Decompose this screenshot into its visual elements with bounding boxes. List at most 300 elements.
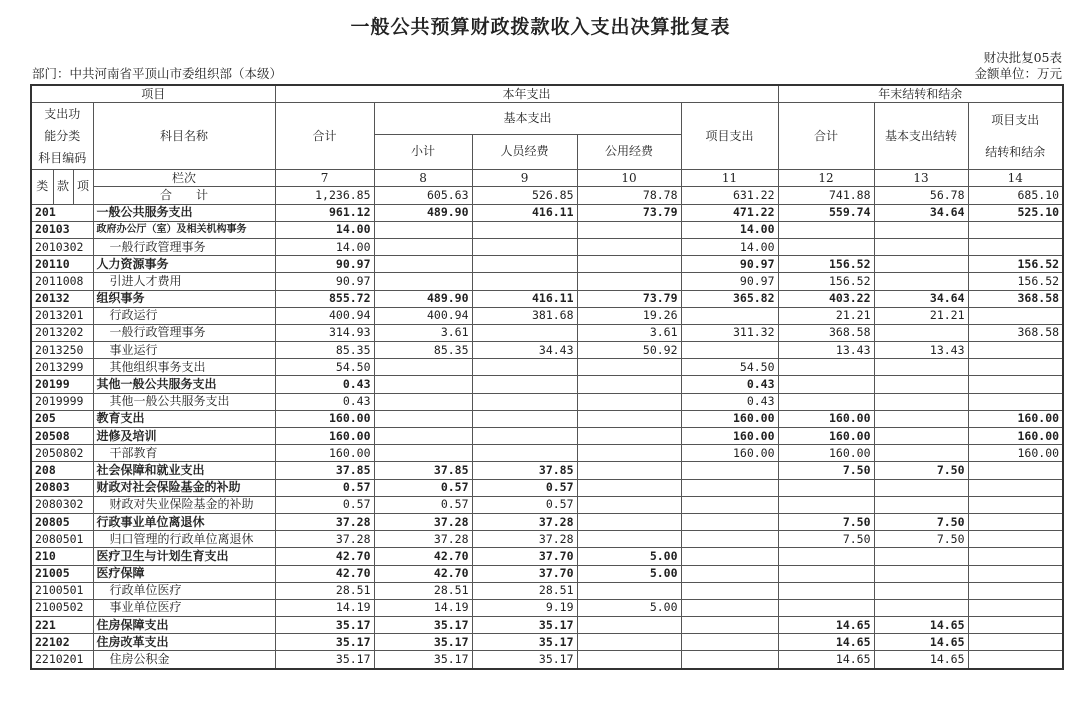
amount-cell: [472, 256, 577, 273]
amount-cell: 90.97: [681, 256, 778, 273]
amount-cell: 3.61: [374, 324, 472, 341]
sum-cell: 631.22: [681, 187, 778, 204]
subject-name: 财政对失业保险基金的补助: [93, 496, 275, 513]
amount-cell: 28.51: [472, 582, 577, 599]
subject-name: 一般行政管理事务: [93, 324, 275, 341]
amount-cell: 14.65: [778, 617, 874, 634]
subject-code: 2013201: [31, 307, 93, 324]
amount-cell: [778, 221, 874, 238]
amount-cell: 0.57: [472, 479, 577, 496]
amount-cell: 156.52: [778, 256, 874, 273]
subject-code: 2013202: [31, 324, 93, 341]
amount-cell: [577, 238, 681, 255]
amount-cell: 28.51: [374, 582, 472, 599]
amount-cell: [778, 599, 874, 616]
amount-cell: [681, 582, 778, 599]
amount-cell: [374, 221, 472, 238]
amount-cell: 7.50: [778, 513, 874, 530]
amount-cell: 37.70: [472, 548, 577, 565]
header-current-year: 本年支出: [275, 85, 778, 103]
subject-code: 2050802: [31, 445, 93, 462]
amount-cell: [778, 582, 874, 599]
header-item: 项目: [31, 85, 275, 103]
col-num-10: 10: [577, 170, 681, 187]
amount-cell: [374, 376, 472, 393]
amount-cell: [778, 359, 874, 376]
table-row: [31, 565, 1063, 582]
amount-cell: 14.65: [874, 634, 968, 651]
amount-cell: [374, 256, 472, 273]
amount-cell: [968, 359, 1063, 376]
amount-cell: [874, 238, 968, 255]
amount-cell: 160.00: [275, 428, 374, 445]
amount-cell: 9.19: [472, 599, 577, 616]
amount-cell: 160.00: [968, 410, 1063, 427]
sum-cell: 741.88: [778, 187, 874, 204]
budget-table: [30, 84, 1064, 670]
amount-cell: [577, 462, 681, 479]
amount-cell: 0.43: [681, 393, 778, 410]
subject-code: 2011008: [31, 273, 93, 290]
amount-cell: 35.17: [275, 617, 374, 634]
table-row: [31, 324, 1063, 341]
header-ye-total: 合计: [778, 103, 874, 170]
amount-cell: [874, 359, 968, 376]
amount-cell: 35.17: [374, 651, 472, 669]
amount-cell: 35.17: [374, 617, 472, 634]
subject-code: 2019999: [31, 393, 93, 410]
amount-cell: [577, 445, 681, 462]
amount-cell: 35.17: [472, 617, 577, 634]
subject-code: 20805: [31, 513, 93, 530]
table-row: [31, 428, 1063, 445]
amount-cell: 961.12: [275, 204, 374, 221]
amount-cell: [968, 238, 1063, 255]
amount-cell: [874, 273, 968, 290]
amount-cell: 5.00: [577, 599, 681, 616]
amount-cell: [577, 359, 681, 376]
amount-cell: 35.17: [374, 634, 472, 651]
amount-cell: [778, 376, 874, 393]
amount-cell: [778, 238, 874, 255]
header-year-end: 年末结转和结余: [778, 85, 1063, 103]
amount-cell: 7.50: [778, 531, 874, 548]
amount-cell: [968, 531, 1063, 548]
amount-cell: 7.50: [874, 462, 968, 479]
table-row: [31, 445, 1063, 462]
amount-cell: [874, 599, 968, 616]
table-row: [31, 359, 1063, 376]
amount-cell: [968, 307, 1063, 324]
amount-cell: [874, 376, 968, 393]
amount-cell: [681, 307, 778, 324]
subject-name: 行政事业单位离退休: [93, 513, 275, 530]
amount-cell: [968, 221, 1063, 238]
amount-cell: [577, 513, 681, 530]
amount-cell: 13.43: [778, 342, 874, 359]
subject-code: 20508: [31, 428, 93, 445]
table-row: [31, 221, 1063, 238]
amount-cell: 35.17: [472, 634, 577, 651]
col-num-7: 7: [275, 170, 374, 187]
sum-cell: 78.78: [577, 187, 681, 204]
table-row: [31, 634, 1063, 651]
amount-cell: 19.26: [577, 307, 681, 324]
amount-cell: 85.35: [275, 342, 374, 359]
amount-cell: 37.70: [472, 565, 577, 582]
amount-cell: 5.00: [577, 548, 681, 565]
amount-cell: 381.68: [472, 307, 577, 324]
amount-cell: 0.43: [275, 393, 374, 410]
amount-cell: 37.28: [472, 531, 577, 548]
amount-cell: [968, 651, 1063, 669]
header-row-2: [31, 103, 1063, 134]
amount-cell: [472, 359, 577, 376]
amount-cell: 14.19: [275, 599, 374, 616]
amount-cell: 37.28: [472, 513, 577, 530]
table-row: [31, 410, 1063, 427]
col-num-8: 8: [374, 170, 472, 187]
col-num-11: 11: [681, 170, 778, 187]
amount-cell: 0.43: [681, 376, 778, 393]
subject-code: 2013299: [31, 359, 93, 376]
amount-cell: [577, 479, 681, 496]
amount-cell: [968, 548, 1063, 565]
col-num-9: 9: [472, 170, 577, 187]
subject-name: 住房保障支出: [93, 617, 275, 634]
amount-cell: 559.74: [778, 204, 874, 221]
amount-cell: [577, 617, 681, 634]
amount-cell: 314.93: [275, 324, 374, 341]
amount-cell: 21.21: [874, 307, 968, 324]
amount-cell: 403.22: [778, 290, 874, 307]
subject-code: 20803: [31, 479, 93, 496]
subject-code: 2210201: [31, 651, 93, 669]
amount-cell: 489.90: [374, 204, 472, 221]
amount-cell: 54.50: [681, 359, 778, 376]
amount-cell: 368.58: [778, 324, 874, 341]
amount-cell: 73.79: [577, 204, 681, 221]
subject-code: 20103: [31, 221, 93, 238]
form-number: 财决批复05表: [983, 50, 1062, 65]
amount-cell: [968, 462, 1063, 479]
amount-cell: [968, 496, 1063, 513]
amount-cell: [374, 238, 472, 255]
amount-cell: [577, 256, 681, 273]
amount-cell: 34.64: [874, 204, 968, 221]
amount-cell: 14.00: [681, 238, 778, 255]
header-xiang: 项: [73, 170, 93, 204]
sum-cell: 56.78: [874, 187, 968, 204]
subject-code: 221: [31, 617, 93, 634]
subject-name: 组织事务: [93, 290, 275, 307]
amount-cell: [681, 342, 778, 359]
table-row: [31, 393, 1063, 410]
header-lei: 类: [31, 170, 53, 204]
sum-cell: 526.85: [472, 187, 577, 204]
amount-cell: 90.97: [681, 273, 778, 290]
amount-unit: 金额单位：万元: [974, 66, 1062, 81]
table-row: [31, 462, 1063, 479]
subject-name: 住房改革支出: [93, 634, 275, 651]
amount-cell: [968, 634, 1063, 651]
subject-name: 行政单位医疗: [93, 582, 275, 599]
amount-cell: 156.52: [778, 273, 874, 290]
header-personnel: 人员经费: [472, 134, 577, 170]
amount-cell: 21.21: [778, 307, 874, 324]
amount-cell: 368.58: [968, 290, 1063, 307]
amount-cell: [681, 513, 778, 530]
sum-label: 合 计: [93, 187, 275, 204]
subject-code: 20199: [31, 376, 93, 393]
amount-cell: 14.00: [681, 221, 778, 238]
amount-cell: [968, 376, 1063, 393]
amount-cell: 160.00: [778, 410, 874, 427]
col-num-14: 14: [968, 170, 1063, 187]
table-row: [31, 548, 1063, 565]
amount-cell: 14.00: [275, 221, 374, 238]
amount-cell: 156.52: [968, 256, 1063, 273]
table-row: [31, 617, 1063, 634]
subject-name: 人力资源事务: [93, 256, 275, 273]
amount-cell: 35.17: [275, 634, 374, 651]
header-subject-name: 科目名称: [93, 103, 275, 170]
amount-cell: 3.61: [577, 324, 681, 341]
table-row: [31, 204, 1063, 221]
subject-name: 医疗保障: [93, 565, 275, 582]
page-title: 一般公共预算财政拨款收入支出决算批复表: [350, 16, 731, 38]
amount-cell: 50.92: [577, 342, 681, 359]
amount-cell: [577, 496, 681, 513]
amount-cell: 14.65: [778, 634, 874, 651]
subject-name: 教育支出: [93, 410, 275, 427]
amount-cell: 14.65: [778, 651, 874, 669]
amount-cell: 416.11: [472, 204, 577, 221]
amount-cell: 0.57: [374, 496, 472, 513]
header-row-1: [31, 85, 1063, 103]
header-basic: 基本支出: [374, 103, 681, 134]
subject-code: 205: [31, 410, 93, 427]
header-code: 支出功 能分类 科目编码: [31, 103, 93, 170]
amount-cell: [472, 324, 577, 341]
header-subtotal: 小计: [374, 134, 472, 170]
amount-cell: [577, 428, 681, 445]
amount-cell: [472, 238, 577, 255]
amount-cell: [874, 410, 968, 427]
subject-name: 行政运行: [93, 307, 275, 324]
amount-cell: [778, 565, 874, 582]
amount-cell: [681, 651, 778, 669]
header-ye-basic: 基本支出结转: [874, 103, 968, 170]
amount-cell: [374, 445, 472, 462]
amount-cell: 0.57: [374, 479, 472, 496]
amount-cell: [681, 599, 778, 616]
amount-cell: [577, 273, 681, 290]
amount-cell: 489.90: [374, 290, 472, 307]
subject-name: 其他组织事务支出: [93, 359, 275, 376]
amount-cell: 525.10: [968, 204, 1063, 221]
form-meta: [974, 50, 1062, 82]
amount-cell: 34.64: [874, 290, 968, 307]
amount-cell: [968, 599, 1063, 616]
amount-cell: 85.35: [374, 342, 472, 359]
amount-cell: [577, 651, 681, 669]
amount-cell: 42.70: [374, 565, 472, 582]
amount-cell: [472, 221, 577, 238]
amount-cell: [577, 634, 681, 651]
amount-cell: 160.00: [968, 428, 1063, 445]
table-row: [31, 531, 1063, 548]
subject-code: 2100502: [31, 599, 93, 616]
subject-code: 2010302: [31, 238, 93, 255]
amount-cell: [874, 445, 968, 462]
table-row: [31, 273, 1063, 290]
header-ye-project: 项目支出 结转和结余: [968, 103, 1063, 170]
amount-cell: [874, 428, 968, 445]
sum-cell: 1,236.85: [275, 187, 374, 204]
amount-cell: 0.57: [472, 496, 577, 513]
amount-cell: [874, 548, 968, 565]
amount-cell: 37.28: [275, 531, 374, 548]
amount-cell: 14.65: [874, 617, 968, 634]
subject-name: 进修及培训: [93, 428, 275, 445]
subject-name: 其他一般公共服务支出: [93, 393, 275, 410]
amount-cell: 365.82: [681, 290, 778, 307]
amount-cell: [577, 221, 681, 238]
amount-cell: 400.94: [374, 307, 472, 324]
amount-cell: [968, 393, 1063, 410]
col-num-12: 12: [778, 170, 874, 187]
amount-cell: [778, 479, 874, 496]
table-row: [31, 290, 1063, 307]
table-row: [31, 582, 1063, 599]
subject-name: 财政对社会保险基金的补助: [93, 479, 275, 496]
header-public: 公用经费: [577, 134, 681, 170]
subject-name: 引进人才费用: [93, 273, 275, 290]
subject-name: 医疗卫生与计划生育支出: [93, 548, 275, 565]
table-row: [31, 307, 1063, 324]
subject-code: 21005: [31, 565, 93, 582]
subject-code: 208: [31, 462, 93, 479]
amount-cell: [968, 342, 1063, 359]
amount-cell: [374, 393, 472, 410]
amount-cell: 37.85: [374, 462, 472, 479]
table-row: [31, 238, 1063, 255]
amount-cell: 160.00: [681, 410, 778, 427]
amount-cell: 14.19: [374, 599, 472, 616]
header-kuan: 款: [53, 170, 73, 204]
amount-cell: [968, 479, 1063, 496]
sum-cell: 605.63: [374, 187, 472, 204]
amount-cell: [874, 256, 968, 273]
amount-cell: [577, 410, 681, 427]
amount-cell: 35.17: [275, 651, 374, 669]
amount-cell: [778, 496, 874, 513]
amount-cell: [968, 565, 1063, 582]
amount-cell: [374, 359, 472, 376]
sum-cell: 685.10: [968, 187, 1063, 204]
amount-cell: 5.00: [577, 565, 681, 582]
amount-cell: [681, 565, 778, 582]
subject-code: 20132: [31, 290, 93, 307]
amount-cell: [874, 582, 968, 599]
sum-row: [31, 187, 1063, 204]
amount-cell: [968, 582, 1063, 599]
subject-code: 201: [31, 204, 93, 221]
amount-cell: 160.00: [275, 410, 374, 427]
subject-code: 2013250: [31, 342, 93, 359]
amount-cell: [968, 513, 1063, 530]
amount-cell: [374, 410, 472, 427]
amount-cell: [472, 376, 577, 393]
amount-cell: 90.97: [275, 256, 374, 273]
subject-name: 干部教育: [93, 445, 275, 462]
amount-cell: 37.85: [472, 462, 577, 479]
amount-cell: 7.50: [874, 531, 968, 548]
amount-cell: 42.70: [275, 548, 374, 565]
subject-name: 社会保障和就业支出: [93, 462, 275, 479]
subject-name: 一般行政管理事务: [93, 238, 275, 255]
amount-cell: [374, 428, 472, 445]
table-row: [31, 513, 1063, 530]
amount-cell: [472, 428, 577, 445]
amount-cell: 14.65: [874, 651, 968, 669]
amount-cell: [472, 393, 577, 410]
amount-cell: 34.43: [472, 342, 577, 359]
amount-cell: [874, 221, 968, 238]
amount-cell: 37.28: [374, 513, 472, 530]
amount-cell: [874, 324, 968, 341]
table-row: [31, 479, 1063, 496]
amount-cell: [577, 393, 681, 410]
amount-cell: 14.00: [275, 238, 374, 255]
amount-cell: 471.22: [681, 204, 778, 221]
subject-name: 住房公积金: [93, 651, 275, 669]
amount-cell: [681, 617, 778, 634]
amount-cell: 0.57: [275, 479, 374, 496]
amount-cell: [472, 273, 577, 290]
amount-cell: 73.79: [577, 290, 681, 307]
amount-cell: [968, 617, 1063, 634]
header-row-4: [31, 170, 1063, 187]
amount-cell: 37.85: [275, 462, 374, 479]
amount-cell: [874, 479, 968, 496]
amount-cell: 160.00: [968, 445, 1063, 462]
amount-cell: [577, 582, 681, 599]
department-label: 部门：中共河南省平顶山市委组织部（本级）: [32, 66, 283, 81]
table-row: [31, 376, 1063, 393]
subject-name: 一般公共服务支出: [93, 204, 275, 221]
amount-cell: 160.00: [778, 445, 874, 462]
amount-cell: 160.00: [275, 445, 374, 462]
amount-cell: 400.94: [275, 307, 374, 324]
amount-cell: [681, 634, 778, 651]
amount-cell: 160.00: [778, 428, 874, 445]
amount-cell: [577, 376, 681, 393]
subject-code: 2100501: [31, 582, 93, 599]
amount-cell: 0.43: [275, 376, 374, 393]
table-row: [31, 651, 1063, 669]
header-lanci: 栏次: [93, 170, 275, 187]
amount-cell: [472, 445, 577, 462]
amount-cell: 368.58: [968, 324, 1063, 341]
amount-cell: [681, 462, 778, 479]
amount-cell: 28.51: [275, 582, 374, 599]
amount-cell: 7.50: [874, 513, 968, 530]
amount-cell: 160.00: [681, 445, 778, 462]
amount-cell: [874, 565, 968, 582]
amount-cell: [778, 393, 874, 410]
